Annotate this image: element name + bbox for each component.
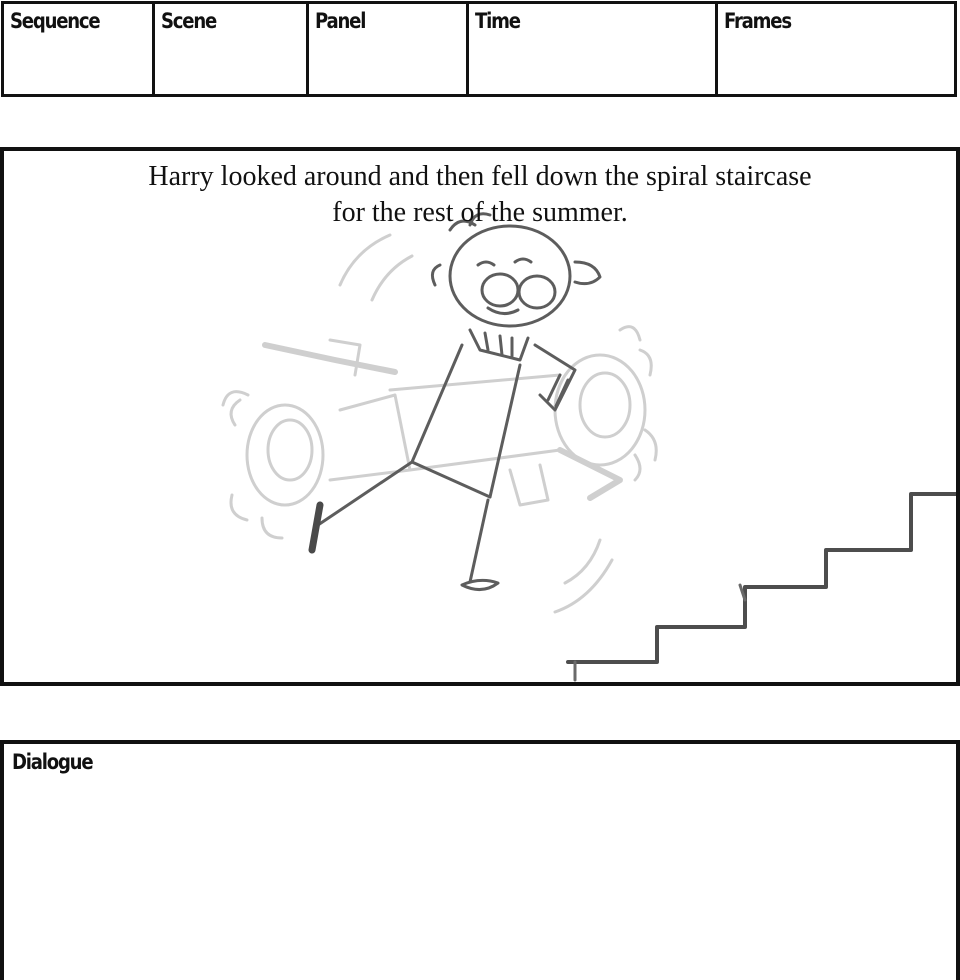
panel-label: Panel xyxy=(315,9,366,33)
storyboard-info-table xyxy=(1,1,957,97)
time-field[interactable] xyxy=(469,4,718,94)
scene-field[interactable] xyxy=(155,4,309,94)
panel-caption xyxy=(4,159,956,231)
sequence-label: Sequence xyxy=(10,9,100,33)
dialogue-label: Dialogue xyxy=(12,750,93,774)
frames-label: Frames xyxy=(724,9,791,33)
storyboard-panel xyxy=(0,147,960,686)
scene-label: Scene xyxy=(161,9,217,33)
sequence-field[interactable] xyxy=(4,4,155,94)
caption-line-1: Harry looked around and then fell down the spiral staircase xyxy=(148,161,812,192)
frames-field[interactable] xyxy=(718,4,954,94)
panel-field[interactable] xyxy=(309,4,469,94)
ghost-figures xyxy=(223,235,656,612)
falling-figure xyxy=(312,214,600,590)
staircase xyxy=(568,494,960,662)
caption-line-2: for the rest of the summer. xyxy=(332,197,628,228)
time-label: Time xyxy=(475,9,520,33)
dialogue-box[interactable] xyxy=(0,740,960,980)
